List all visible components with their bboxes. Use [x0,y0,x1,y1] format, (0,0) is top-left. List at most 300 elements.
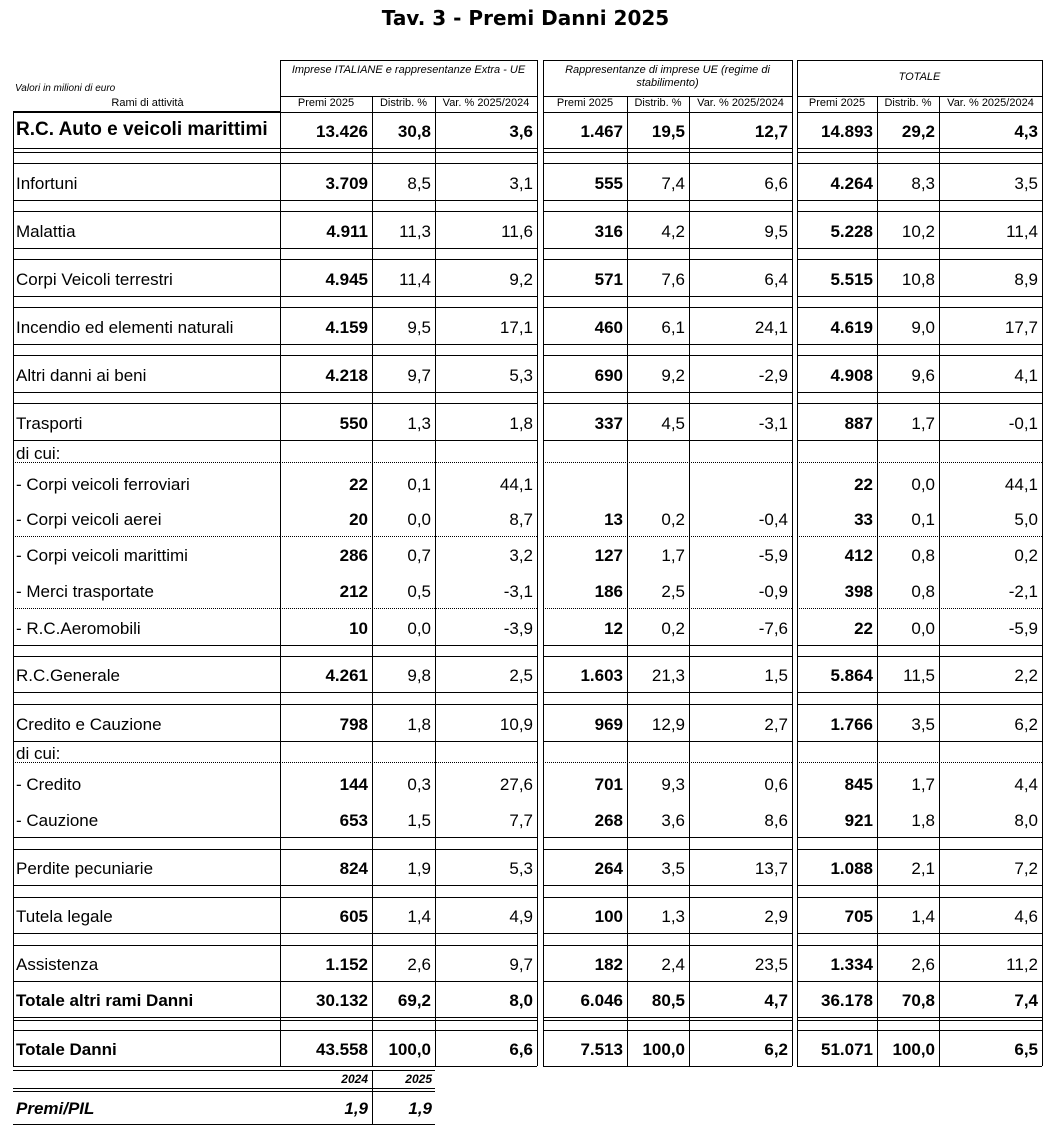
cell-value: 4,5 [661,413,685,433]
cell-value: 286 [339,546,368,565]
unit-note: Valori in milioni di euro [15,83,116,94]
row-line [280,200,537,201]
row-line [13,741,280,742]
row-line [13,981,280,982]
row-label: Malattia [16,221,76,241]
rami-header: Rami di attività [111,97,184,109]
cell-value: 653 [339,811,368,830]
row-line [13,200,280,201]
column-subheader: Distrib. % [634,97,682,109]
cell-value: 690 [594,365,623,385]
row-line [797,945,1042,946]
row-line [797,152,1042,153]
cell-value: 11,5 [903,666,935,685]
cell-value: 12 [604,618,623,638]
row-line [13,1020,280,1021]
cell-value: 44,1 [499,474,533,494]
dotted-separator [543,762,792,763]
cell-value: 2,4 [661,955,685,974]
cell-value: 9,5 [407,317,431,337]
cell-value: 2,7 [764,714,788,734]
row-line [797,440,1042,441]
cell-value: 1.334 [830,955,873,974]
cell-value: 8,3 [911,173,935,193]
cell-value: 705 [844,907,873,926]
dotted-separator [543,462,792,463]
cell-value: -0,1 [1008,413,1038,433]
row-line [13,692,280,693]
row-line [13,112,280,113]
cell-value: 1,5 [407,811,431,830]
cell-value: 3.709 [325,173,368,193]
cell-value: 555 [594,173,623,193]
cell-value: 316 [594,221,623,241]
cell-value: 19,5 [651,122,685,141]
cell-value: 2,2 [1014,666,1038,685]
cell-value: 3,6 [509,122,533,141]
cell-value: 69,2 [397,991,431,1010]
dotted-separator [797,462,1042,463]
row-line [543,741,792,742]
cell-value: 571 [594,269,623,289]
row-line [797,211,1042,212]
cell-value: 2,6 [407,955,431,974]
row-line [797,741,1042,742]
row-line [797,704,1042,705]
row-line [543,163,792,164]
cell-value: 22 [854,618,873,638]
di-cui-label: di cui: [16,744,61,763]
dotted-separator [797,608,1042,609]
row-line [543,1020,792,1021]
cell-value: 13 [604,510,623,529]
cell-value: 1.467 [580,122,623,141]
page-title: Tav. 3 - Premi Danni 2025 [381,6,670,30]
cell-value: 2,5 [661,582,685,601]
row-line [797,897,1042,898]
row-line [280,741,537,742]
cell-value: 4.911 [326,221,368,241]
cell-value: 1,7 [911,413,935,433]
row-line [797,1017,1042,1018]
cell-value: 127 [594,546,623,565]
row-line [280,248,537,249]
pil-label: Premi/PIL [16,1099,95,1118]
row-line [543,440,792,441]
cell-value: -5,9 [1008,618,1038,638]
column-subheader: Premi 2025 [556,97,614,109]
row-line [543,837,792,838]
cell-value: 10,9 [499,714,533,734]
cell-value: 7,4 [1014,991,1038,1010]
row-line [280,1066,537,1067]
row-line [797,933,1042,934]
row-line [13,656,280,657]
row-label: Credito e Cauzione [16,714,162,734]
cell-value: 4,3 [1014,122,1038,141]
column-subheader: Var. % 2025/2024 [697,97,784,109]
cell-value: 1,3 [661,907,685,926]
cell-value: 0,5 [407,582,431,601]
cell-value: 4.264 [830,173,873,193]
row-line [797,355,1042,356]
dotted-separator [543,608,792,609]
cell-value: 0,2 [661,510,685,529]
block-border [1042,112,1043,1066]
cell-value: 3,5 [911,714,935,734]
block-border [13,112,14,1066]
row-line [13,403,280,404]
row-line [280,403,537,404]
cell-value: 17,1 [499,317,533,337]
cell-value: 8,9 [1014,269,1038,289]
row-line [797,849,1042,850]
row-line [13,344,280,345]
cell-value: 14.893 [821,122,873,141]
row-label: - Corpi veicoli ferroviari [16,474,190,494]
cell-value: 30,8 [397,122,431,141]
row-line [543,849,792,850]
row-line [280,355,537,356]
row-line [797,645,1042,646]
cell-value: 44,1 [1004,474,1038,494]
cell-value: 1,8 [509,413,533,433]
cell-value: 10,2 [901,221,935,241]
cell-value: 3,5 [1014,173,1038,193]
cell-value: -5,9 [758,546,788,565]
row-label: R.C. Auto e veicoli marittimi [16,119,268,140]
row-line [13,296,280,297]
cell-value: 4,2 [661,221,685,241]
row-line [280,1017,537,1018]
cell-value: 1,7 [911,775,935,794]
cell-value: -7,6 [758,618,788,638]
cell-value: 4,7 [764,991,788,1010]
pil-value: 1,9 [408,1099,432,1118]
row-line [797,163,1042,164]
dotted-separator [280,536,537,537]
row-line [543,296,792,297]
cell-value: 21,3 [651,666,685,685]
row-line [797,248,1042,249]
cell-value: -0,9 [758,582,788,601]
dotted-separator [280,762,537,763]
row-label: R.C.Generale [16,666,120,685]
row-label: Infortuni [16,173,78,193]
di-cui-label: di cui: [16,444,61,463]
cell-value: 845 [844,775,873,794]
row-line [543,704,792,705]
row-line [797,148,1042,149]
cell-value: 1,7 [661,546,685,565]
row-line [543,248,792,249]
cell-value: 398 [844,582,873,601]
row-line [543,897,792,898]
group-header-1: Imprese ITALIANE e rappresentanze Extra - UE [291,64,526,76]
cell-value: 1,8 [911,811,935,830]
row-line [797,837,1042,838]
cell-value: 3,6 [661,811,685,830]
cell-value: 186 [594,582,623,601]
cell-value: 6,4 [764,269,788,289]
cell-value: 824 [339,859,368,878]
dotted-separator [543,536,792,537]
pil-line [13,1124,435,1125]
column-subheader: Var. % 2025/2024 [442,97,530,109]
cell-value: 1.603 [580,666,623,685]
cell-value: 5,3 [509,365,533,385]
row-line [543,355,792,356]
row-line [13,211,280,212]
pil-year: 2025 [405,1072,432,1086]
row-line [543,259,792,260]
dotted-separator [13,536,280,537]
cell-value: 36.178 [821,991,873,1010]
cell-value: 0,6 [764,775,788,794]
row-line [797,981,1042,982]
cell-value: 80,5 [651,991,685,1010]
row-label: Trasporti [16,413,83,433]
cell-value: -3,1 [758,413,788,433]
cell-value: 337 [594,413,623,433]
cell-value: -2,1 [1008,582,1038,601]
cell-value: 0,1 [407,474,431,494]
cell-value: 7,6 [661,269,685,289]
cell-value: 969 [594,714,623,734]
row-label: - Corpi veicoli aerei [16,510,162,529]
cell-value: 412 [844,546,873,565]
row-line [543,933,792,934]
cell-value: 100,0 [892,1040,935,1059]
cell-value: 3,5 [661,859,685,878]
column-subheader: Distrib. % [884,97,932,109]
cell-value: 0,2 [661,618,685,638]
cell-value: 9,2 [661,365,685,385]
row-line [280,704,537,705]
cell-value: -3,1 [503,582,533,601]
row-line [280,1020,537,1021]
cell-value: 4.159 [325,317,368,337]
cell-value: 8,0 [1014,811,1038,830]
cell-value: 0,2 [1014,546,1038,565]
cell-value: 1,8 [407,714,431,734]
cell-value: 7,7 [509,811,533,830]
row-line [543,152,792,153]
row-label: - Corpi veicoli marittimi [16,546,188,565]
row-line [13,152,280,153]
cell-value: 9,6 [911,365,935,385]
cell-value: 6,1 [661,317,685,337]
dotted-separator [797,536,1042,537]
row-label: - Merci trasportate [16,582,154,601]
cell-value: 7,4 [661,173,685,193]
cell-value: 268 [594,811,623,830]
row-line [797,885,1042,886]
row-line [543,1066,792,1067]
row-line [543,1017,792,1018]
row-line [280,163,537,164]
row-line [13,1030,280,1031]
cell-value: 11,6 [501,221,533,241]
row-line [13,837,280,838]
row-line [543,656,792,657]
cell-value: 10 [349,618,368,638]
row-line [797,403,1042,404]
row-line [280,945,537,946]
cell-value: 12,9 [651,714,685,734]
cell-value: 2,6 [911,955,935,974]
cell-value: 7.513 [580,1040,623,1059]
row-line [13,355,280,356]
cell-value: 701 [594,775,623,794]
row-line [280,692,537,693]
cell-value: 1,4 [407,907,431,926]
group-header-3: TOTALE [898,71,941,83]
row-label: Altri danni ai beni [16,365,147,385]
cell-value: 3,2 [509,546,533,565]
cell-value: 17,7 [1004,317,1038,337]
row-line [280,440,537,441]
row-line [543,307,792,308]
row-line [797,656,1042,657]
cell-value: 9,8 [407,666,431,685]
row-line [13,148,280,149]
cell-value: 6.046 [580,991,623,1010]
cell-value: 0,8 [911,582,935,601]
cell-value: 4.908 [830,365,873,385]
cell-value: 212 [339,582,368,601]
column-subheader: Distrib. % [379,97,428,109]
row-line [543,344,792,345]
cell-value: 605 [339,907,368,926]
cell-value: 100,0 [388,1040,431,1059]
cell-value: 33 [854,510,873,529]
cell-value: 12,7 [754,122,788,141]
row-line [280,645,537,646]
row-line [280,344,537,345]
row-line [280,307,537,308]
cell-value: 8,0 [509,991,533,1010]
column-subheader: Premi 2025 [808,97,866,109]
row-label: Totale altri rami Danni [16,991,194,1010]
row-line [797,344,1042,345]
cell-value: 23,5 [754,955,788,974]
cell-value: 6,5 [1014,1040,1038,1059]
cell-value: 5,0 [1014,510,1038,529]
cell-value: 0,3 [407,775,431,794]
row-line [13,392,280,393]
row-line [797,1066,1042,1067]
cell-value: 9,7 [407,365,431,385]
cell-value: 550 [339,413,368,433]
row-label: - R.C.Aeromobili [16,618,141,638]
row-line [280,392,537,393]
cell-value: 1,9 [407,859,431,878]
row-line [543,112,792,113]
cell-value: 0,7 [407,546,431,565]
cell-value: 9,0 [911,317,935,337]
row-label: Assistenza [16,955,99,974]
cell-value: 43.558 [316,1040,368,1059]
group-header-2: Rappresentanze di imprese UE (regime di stabilimento) [565,64,770,89]
row-line [280,259,537,260]
row-line [13,849,280,850]
cell-value: 20 [349,510,368,529]
cell-value: 6,6 [509,1040,533,1059]
cell-value: 11,4 [1006,221,1038,241]
cell-value: 264 [594,859,623,878]
row-line [13,897,280,898]
row-line [13,163,280,164]
block-border [537,112,538,1066]
cell-value: -0,4 [758,510,788,529]
cell-value: 4,4 [1014,775,1038,794]
cell-value: 0,0 [407,618,431,638]
cell-value: 4,9 [509,907,533,926]
row-line [280,211,537,212]
row-line [797,1030,1042,1031]
dotted-separator [280,608,537,609]
cell-value: 0,0 [911,474,935,494]
cell-value: 1,3 [407,413,431,433]
cell-value: 24,1 [754,317,788,337]
row-line [543,392,792,393]
cell-value: 70,8 [901,991,935,1010]
row-line [13,307,280,308]
row-label: - Cauzione [16,811,99,830]
cell-value: 6,6 [764,173,788,193]
cell-value: 29,2 [901,122,935,141]
row-line [280,981,537,982]
row-label: Perdite pecuniarie [16,859,154,878]
cell-value: 10,8 [901,269,935,289]
row-line [543,945,792,946]
row-label: Totale Danni [16,1040,117,1059]
row-line [543,1030,792,1031]
row-line [797,200,1042,201]
row-line [543,403,792,404]
row-line [13,259,280,260]
row-label: - Credito [16,775,82,794]
row-line [797,1020,1042,1021]
row-line [280,152,537,153]
cell-value: 9,7 [509,955,533,974]
cell-value: 3,1 [509,173,533,193]
pil-line [13,1091,435,1092]
row-line [13,248,280,249]
row-line [13,885,280,886]
row-line [13,645,280,646]
row-line [797,296,1042,297]
cell-value: 0,8 [911,546,935,565]
cell-value: 144 [339,775,368,794]
row-line [13,933,280,934]
row-line [280,1030,537,1031]
cell-value: 6,2 [764,1040,788,1059]
dotted-separator [280,462,537,463]
row-line [543,148,792,149]
row-line [280,933,537,934]
row-line [543,645,792,646]
column-subheader: Premi 2025 [297,97,355,109]
cell-value: 182 [594,955,623,974]
cell-value: 4.261 [325,666,368,685]
row-line [543,885,792,886]
cell-value: 0,0 [911,618,935,638]
cell-value: 4,1 [1014,365,1038,385]
row-line [797,692,1042,693]
cell-value: 8,7 [509,510,533,529]
